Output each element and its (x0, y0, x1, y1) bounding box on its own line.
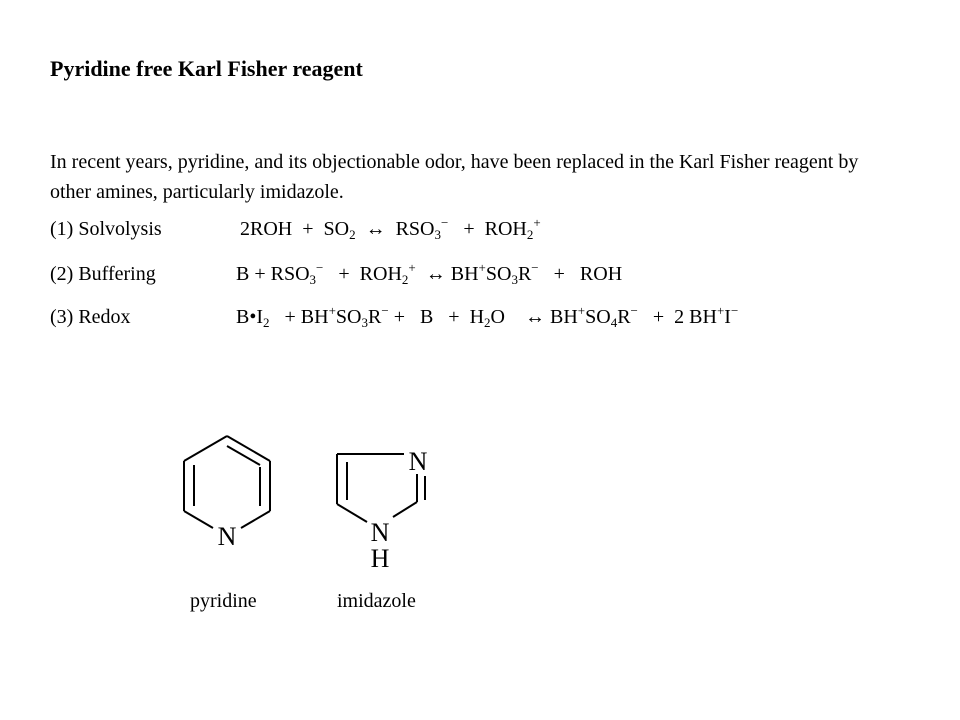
superscript: − (381, 303, 389, 318)
equation-term: ↔ RSO (355, 218, 435, 240)
superscript: + (328, 303, 336, 318)
equation-term: R (617, 306, 631, 328)
equation-term: SO (485, 263, 512, 285)
equation-term: + ROH (538, 263, 623, 285)
subscript: 3 (511, 272, 518, 287)
superscript: − (730, 303, 739, 318)
subscript: 2 (349, 227, 356, 242)
pyridine-ring-diagram (170, 420, 290, 560)
pyridine-nitrogen-label: N (217, 522, 237, 551)
equation-term: + BH (269, 306, 329, 328)
imidazole-hydrogen-label: H (370, 544, 390, 573)
equation-label: (3) Redox (50, 306, 131, 328)
superscript: + (716, 303, 725, 318)
equation-term: O ↔ BH (490, 306, 578, 328)
superscript: + (478, 260, 486, 275)
equation-label: (2) Buffering (50, 263, 156, 285)
superscript: + (577, 303, 586, 318)
equation-term: R (517, 263, 532, 285)
intro-paragraph: In recent years, pyridine, and its objectionable odor, have been replaced in the Karl Fisher reagent by other amines, particularly imidazole. (50, 151, 859, 203)
subscript: 3 (361, 315, 368, 330)
imidazole-caption: imidazole (337, 590, 416, 612)
superscript: − (316, 260, 324, 275)
equation-term: SO (585, 306, 611, 328)
equation-term: + ROH (323, 263, 402, 285)
subscript: 2 (484, 315, 491, 330)
subscript: 2 (526, 227, 534, 242)
equation-term: B•I (236, 306, 264, 328)
subscript: 2 (401, 272, 409, 287)
equation-term: ↔ BH (415, 263, 479, 285)
equation-body (236, 260, 623, 287)
equation-body (236, 303, 739, 330)
superscript: + (533, 215, 541, 230)
equation-term: B + RSO (236, 263, 310, 285)
superscript: − (531, 260, 539, 275)
equation-term: + ROH (448, 218, 527, 240)
imidazole-ring-diagram (330, 440, 440, 580)
equation-term: I (724, 306, 731, 328)
pyridine-caption: pyridine (190, 590, 257, 612)
equation-term: + B + H (388, 306, 485, 328)
subscript: 3 (434, 227, 441, 242)
imidazole-nitrogen-bottom-label: N (370, 518, 390, 547)
subscript: 3 (309, 272, 317, 287)
superscript: − (630, 303, 638, 318)
slide-title: Pyridine free Karl Fisher reagent (50, 56, 363, 81)
imidazole-nitrogen-top-label: N (408, 447, 428, 476)
superscript: + (408, 260, 416, 275)
equation-term: + 2 BH (637, 306, 717, 328)
equation-term: 2ROH + SO (240, 218, 350, 240)
subscript: 2 (263, 315, 270, 330)
subscript: 4 (610, 315, 618, 330)
equation-term: R (368, 306, 382, 328)
equation-term: SO (335, 306, 362, 328)
pyridine-structure (170, 420, 290, 560)
equation-label: (1) Solvolysis (50, 218, 162, 240)
imidazole-structure (330, 440, 440, 580)
equation-body (240, 215, 541, 242)
superscript: − (440, 215, 449, 230)
pyridine-bonds (184, 436, 270, 528)
